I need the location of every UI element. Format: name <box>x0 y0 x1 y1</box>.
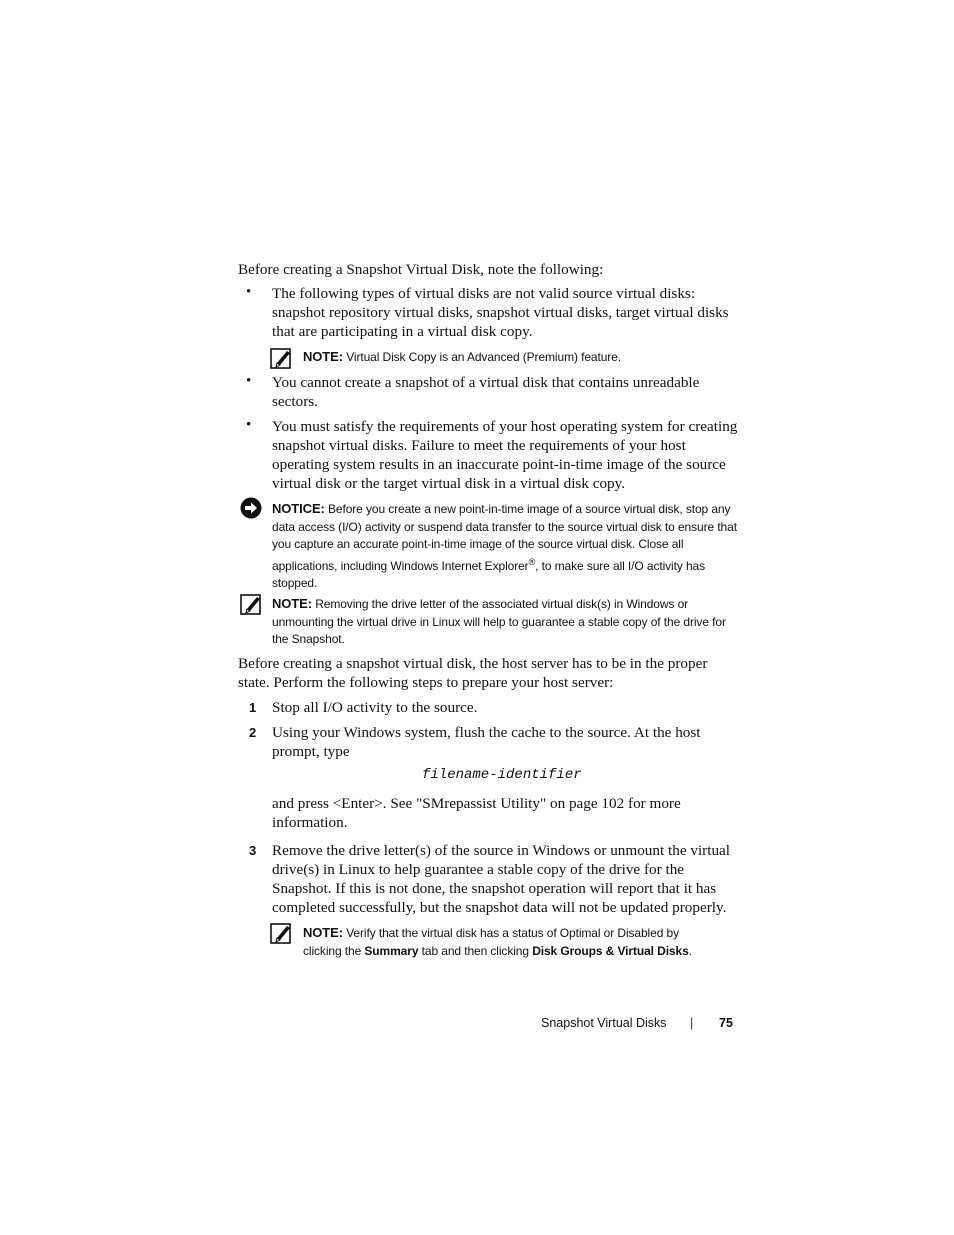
bullet-item-1: The following types of virtual disks are not valid source virtual disks: snapshot repository virtual disks, snapshot virtual disks, target virtual disks that are participating in a virtual disk copy. <box>272 285 729 340</box>
note-pencil-icon <box>270 347 292 369</box>
note-2 <box>272 595 732 649</box>
summary-tab-ref: Summary <box>364 943 419 958</box>
bullet-marker: • <box>246 417 252 433</box>
command-text: filename-identifier <box>422 767 582 783</box>
notice-label: NOTICE: <box>272 501 325 516</box>
note-text: Removing the drive letter of the associated virtual disk(s) in Windows or unmounting the virtual drive in Linux will help to guarantee a stable copy of the drive for the Snapshot. <box>272 597 726 646</box>
notice-block <box>272 500 740 593</box>
bullet-item-2: You cannot create a snapshot of a virtual disk that contains unreadable sectors. <box>272 374 700 410</box>
step-number: 3 <box>249 843 257 858</box>
step-number: 2 <box>249 725 257 740</box>
notice-text: Before you create a new point-in-time image of a source virtual disk, stop any data access (I/O) activity or suspend data transfer to the source virtual disk to ensure that you capture an accurate point-in-time image of the source virtual disk. Close all applications, including Windows Internet Explorer <box>272 502 737 573</box>
note-label: NOTE: <box>303 925 343 940</box>
step-2-continuation: and press <Enter>. See "SMrepassist Utility" on page 102 for more information. <box>272 795 681 831</box>
footer-section-title: Snapshot Virtual Disks <box>541 1016 667 1030</box>
note-pencil-icon <box>270 922 292 944</box>
notice-text-end: , to make sure all I/O activity has stopped. <box>272 558 706 590</box>
note-1 <box>303 348 743 367</box>
step-2-text: Using your Windows system, flush the cache to the source. At the host prompt, type <box>272 724 701 760</box>
footer-separator: | <box>690 1016 694 1030</box>
note-text: . <box>688 943 692 958</box>
note-label: NOTE: <box>303 349 343 364</box>
note-text: Verify that the virtual disk has a status of Optimal or Disabled by clicking the <box>303 926 679 958</box>
note-3 <box>303 924 713 960</box>
bullet-marker: • <box>246 373 252 389</box>
step-number: 1 <box>249 700 257 715</box>
notice-arrow-icon <box>240 497 262 519</box>
registered-mark: ® <box>528 556 536 567</box>
intro-paragraph: Before creating a Snapshot Virtual Disk, note the following: <box>238 261 604 278</box>
prep-paragraph: Before creating a snapshot virtual disk, the host server has to be in the proper state. Perform the following steps to prepare your host server: <box>238 655 708 691</box>
step-1-text: Stop all I/O activity to the source. <box>272 699 478 716</box>
step-3-text: Remove the drive letter(s) of the source in Windows or unmount the virtual drive(s) in Linux to help guarantee a stable copy of the drive for the Snapshot. If this is not done, the snapshot operation will report that it has completed successfully, but the snapshot data will not be updated properly. <box>272 842 730 916</box>
note-text: Virtual Disk Copy is an Advanced (Premium) feature. <box>346 350 621 364</box>
disk-groups-ref: Disk Groups & Virtual Disks <box>532 943 689 958</box>
note-pencil-icon <box>240 593 262 615</box>
page-number: 75 <box>719 1016 733 1030</box>
bullet-item-3: You must satisfy the requirements of your host operating system for creating snapshot virtual disks. Failure to meet the requirements of your host operating system results in an inaccurate point-in-time image of the source virtual disk or the target virtual disk in a virtual disk copy. <box>272 418 738 492</box>
bullet-marker: • <box>246 284 252 300</box>
note-label: NOTE: <box>272 596 312 611</box>
note-text: tab and then clicking <box>421 943 529 958</box>
